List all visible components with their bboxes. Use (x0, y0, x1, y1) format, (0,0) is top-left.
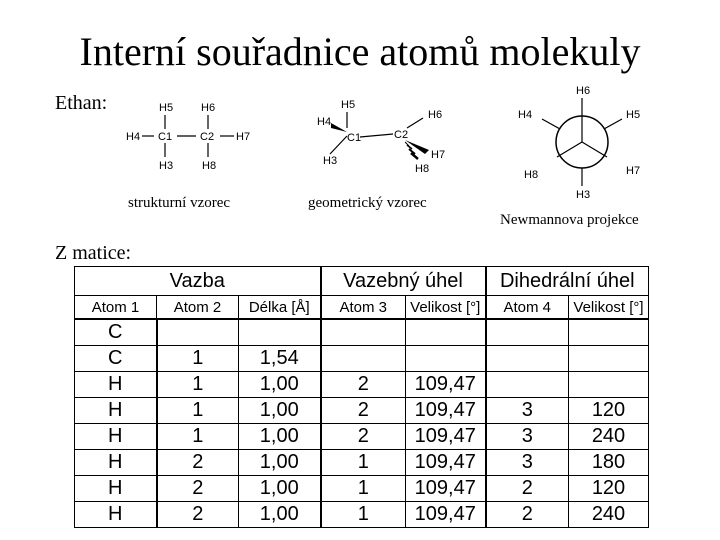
ethane-label: Ethan: (55, 92, 108, 114)
table-cell: 1,00 (239, 398, 321, 424)
atom-h4: H4 (126, 131, 141, 143)
zmatrix-label: Z matice: (55, 242, 132, 264)
table-cell: H (75, 398, 157, 424)
caption-newman: Newmannova projekce (500, 212, 639, 228)
caption-structural: strukturní vzorec (128, 195, 231, 211)
table-cell (321, 319, 406, 346)
table-cell: H (75, 502, 157, 528)
group-bond: Vazba (75, 267, 321, 296)
table-cell: 1,54 (239, 346, 321, 372)
table-row (75, 450, 649, 476)
col-header: Velikost [°] (406, 296, 486, 320)
atom-h3: H3 (323, 155, 338, 167)
col-header: Délka [Å] (239, 296, 321, 320)
table-cell: 3 (486, 424, 569, 450)
table-cell: 109,47 (406, 450, 486, 476)
table-cell: 1 (321, 450, 406, 476)
table-cell (157, 319, 239, 346)
table-row (75, 424, 649, 450)
group-dihedral: Dihedrální úhel (486, 267, 649, 296)
table-row (75, 398, 649, 424)
atom-h7: H7 (626, 165, 641, 177)
table-cell (406, 346, 486, 372)
table-cell: 109,47 (406, 372, 486, 398)
table-cell: 109,47 (406, 502, 486, 528)
table-row (75, 476, 649, 502)
atom-h5: H5 (626, 109, 641, 121)
table-cell: 2 (321, 372, 406, 398)
table-cell: H (75, 424, 157, 450)
table-cell: 1,00 (239, 502, 321, 528)
table-row (75, 346, 649, 372)
atom-h5: H5 (159, 102, 174, 114)
table-cell: 2 (157, 502, 239, 528)
table-cell: 1 (321, 502, 406, 528)
atom-c2: C2 (200, 131, 215, 143)
atom-h7: H7 (236, 131, 251, 143)
table-cell: 1,00 (239, 476, 321, 502)
table-cell: 1,00 (239, 450, 321, 476)
table-cell: 120 (569, 476, 649, 502)
table-cell: 120 (569, 398, 649, 424)
table-cell: 2 (157, 476, 239, 502)
atom-h8: H8 (202, 160, 217, 172)
table-cell (321, 346, 406, 372)
atom-h4: H4 (317, 116, 332, 128)
group-angle: Vazebný úhel (321, 267, 486, 296)
table-cell (569, 372, 649, 398)
atom-h7: H7 (431, 149, 446, 161)
atom-h6: H6 (576, 85, 591, 97)
table-cell: H (75, 372, 157, 398)
table-cell: 3 (486, 450, 569, 476)
structural-formula (120, 95, 280, 175)
table-cell: 2 (321, 424, 406, 450)
table-cell: 240 (569, 502, 649, 528)
atom-h8: H8 (524, 169, 539, 181)
caption-geometric: geometrický vzorec (308, 195, 427, 211)
table-cell: 240 (569, 424, 649, 450)
table-cell: 180 (569, 450, 649, 476)
col-header: Atom 3 (321, 296, 406, 320)
table-cell: 2 (157, 450, 239, 476)
zmatrix-table (74, 266, 649, 528)
table-cell: 1,00 (239, 372, 321, 398)
atom-h3: H3 (576, 189, 591, 201)
table-cell: H (75, 450, 157, 476)
col-header: Atom 2 (157, 296, 239, 320)
atom-c1: C1 (158, 131, 173, 143)
table-cell (486, 319, 569, 346)
table-cell (406, 319, 486, 346)
table-cell (486, 346, 569, 372)
table-cell: 1 (157, 372, 239, 398)
newman-projection (510, 80, 670, 205)
atom-h3: H3 (159, 160, 174, 172)
atom-h6: H6 (201, 102, 216, 114)
atom-h8: H8 (415, 163, 430, 175)
atom-h6: H6 (428, 109, 443, 121)
table-cell (569, 319, 649, 346)
col-header: Velikost [°] (569, 296, 649, 320)
table-row (75, 319, 649, 346)
atom-c1: C1 (347, 132, 362, 144)
table-row (75, 502, 649, 528)
atom-c2: C2 (394, 129, 409, 141)
table-cell: 2 (486, 502, 569, 528)
table-cell: H (75, 476, 157, 502)
table-cell: 1 (321, 476, 406, 502)
table-cell: 3 (486, 398, 569, 424)
table-cell: 1 (157, 424, 239, 450)
table-cell: 109,47 (406, 476, 486, 502)
table-cell: 2 (486, 476, 569, 502)
table-cell (239, 319, 321, 346)
table-cell: C (75, 319, 157, 346)
page-title: Interní souřadnice atomů molekuly (79, 29, 641, 74)
table-cell: 1 (157, 398, 239, 424)
atom-h4: H4 (518, 109, 533, 121)
table-cell: 1 (157, 346, 239, 372)
table-cell: 109,47 (406, 424, 486, 450)
col-header: Atom 4 (486, 296, 569, 320)
table-cell: 1,00 (239, 424, 321, 450)
table-cell (569, 346, 649, 372)
table-cell: C (75, 346, 157, 372)
table-cell: 109,47 (406, 398, 486, 424)
table-cell (486, 372, 569, 398)
atom-h5: H5 (341, 99, 356, 111)
table-row (75, 372, 649, 398)
col-header: Atom 1 (75, 296, 157, 320)
geometric-formula (305, 92, 465, 187)
table-cell: 2 (321, 398, 406, 424)
